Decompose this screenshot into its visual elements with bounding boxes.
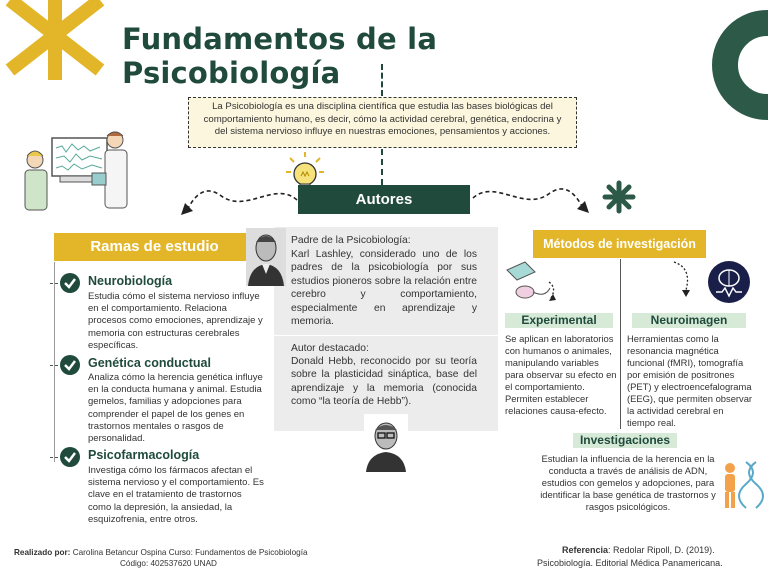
ramas-header: Ramas de estudio bbox=[54, 233, 255, 261]
check-icon bbox=[60, 273, 80, 293]
ramas-tick bbox=[50, 457, 58, 458]
metodos-header: Métodos de investigación bbox=[533, 230, 706, 258]
footer-ref-label: Referencia bbox=[562, 545, 609, 555]
investigaciones-text: Estudian la influencia de la herencia en la conducta a través de análisis de ADN, estudios con gemelos y adopciones, para identificar la base genética de trastornos y rasgos psicológicos. bbox=[540, 453, 716, 512]
rama-text-neurobiologia: Estudia cómo el sistema nervioso influye en el comportamiento. Relaciona procesos como emociones, aprendizaje y memoria con estructuras cerebrales específicas. bbox=[88, 291, 263, 351]
footer-ref-text: : Redolar Ripoll, D. (2019). bbox=[608, 545, 715, 555]
hebb-heading: Autor destacado: bbox=[291, 343, 369, 354]
experimental-text: Se aplican en laboratorios con humanos o animales, manipulando variables para observar su efecto en el comportamiento. Permiten establecer relaciones causa-efecto. bbox=[505, 333, 617, 416]
intro-box: La Psicobiología es una disciplina científica que estudia las bases biológicas del comportamiento humano, es decir, cómo la actividad cerebral, genética, endocrina y del sistema nervioso influye en nuestras emociones, pensamientos y acciones. bbox=[188, 97, 577, 148]
rama-title-genetica: Genética conductual bbox=[88, 356, 211, 370]
ramas-tick bbox=[50, 365, 58, 366]
rama-text-psicofarmacologia: Investiga cómo los fármacos afectan el sistema nervioso y el comportamiento. Es clave en el tratamiento de trastornos como la depresión, la ansiedad, la esquizofrenia, entre otros. bbox=[88, 465, 264, 525]
arrow-to-ramas bbox=[175, 185, 300, 220]
ramas-vertical-line bbox=[54, 262, 55, 462]
footer-reference bbox=[562, 545, 715, 555]
hebb-text: Donald Hebb, reconocido por su teoría sobre la plasticidad sináptica, base del aprendizaje y la memoria (conocida como “la teoría de Hebb”). bbox=[291, 356, 477, 408]
footer-author-label: Realizado por: bbox=[14, 548, 71, 557]
ramas-tick bbox=[50, 283, 58, 284]
neuroimagen-label: Neuroimagen bbox=[632, 313, 746, 328]
footer-code: Código: 402537620 UNAD bbox=[120, 559, 217, 568]
arrow-to-neuroimagen bbox=[670, 260, 700, 300]
footer-reference-line2: Psicobiología. Editorial Médica Panamericana. bbox=[537, 558, 723, 568]
green-ring-decoration bbox=[712, 10, 768, 120]
footer-author bbox=[14, 548, 354, 557]
connector-line bbox=[381, 149, 383, 185]
rama-title-neurobiologia: Neurobiología bbox=[88, 274, 173, 288]
rama-text-genetica: Analiza cómo la herencia genética influye en la conducta humana y animal. Estudia gemelos, familias y adopciones para comprender el papel de los genes en trastornos mentales o rasgos de personalidad. bbox=[88, 372, 263, 445]
neuroimagen-text: Herramientas como la resonancia magnética funcional (fMRI), tomografía por emisión de positrones (PET) y electroencefalograma (EEG), que permiten observar la actividad cerebral en tiempo real. bbox=[627, 333, 753, 428]
footer-author-text: Carolina Betancur Ospina Curso: Fundamentos de Psicobiología bbox=[70, 548, 308, 557]
brain-scan-icon bbox=[708, 261, 750, 303]
arrow-to-metodos bbox=[470, 183, 595, 218]
scientist-illustration bbox=[20, 118, 150, 213]
lashley-heading: Padre de la Psicobiología: bbox=[291, 235, 411, 246]
autores-header: Autores bbox=[298, 185, 470, 214]
metodos-vertical-line bbox=[620, 259, 621, 429]
lashley-portrait bbox=[246, 228, 286, 286]
lab-mouse-illustration bbox=[505, 258, 560, 308]
yellow-asterisk-decoration bbox=[0, 0, 110, 90]
check-icon bbox=[60, 355, 80, 375]
lashley-text: Karl Lashley, considerado uno de los padres de la psicobiología por sus estudios pioneros sobre la relación entre cerebro y comportamiento, especialmente en aprendizaje y memoria. bbox=[291, 249, 477, 328]
dna-person-illustration bbox=[716, 460, 764, 510]
rama-title-psicofarmacologia: Psicofarmacología bbox=[88, 448, 200, 462]
flower-icon bbox=[602, 180, 636, 214]
investigaciones-label: Investigaciones bbox=[573, 433, 677, 448]
check-icon bbox=[60, 447, 80, 467]
page-title: Fundamentos de la Psicobiología bbox=[122, 22, 438, 90]
experimental-label: Experimental bbox=[505, 313, 613, 328]
connector-line bbox=[381, 64, 383, 96]
hebb-portrait bbox=[364, 414, 408, 472]
